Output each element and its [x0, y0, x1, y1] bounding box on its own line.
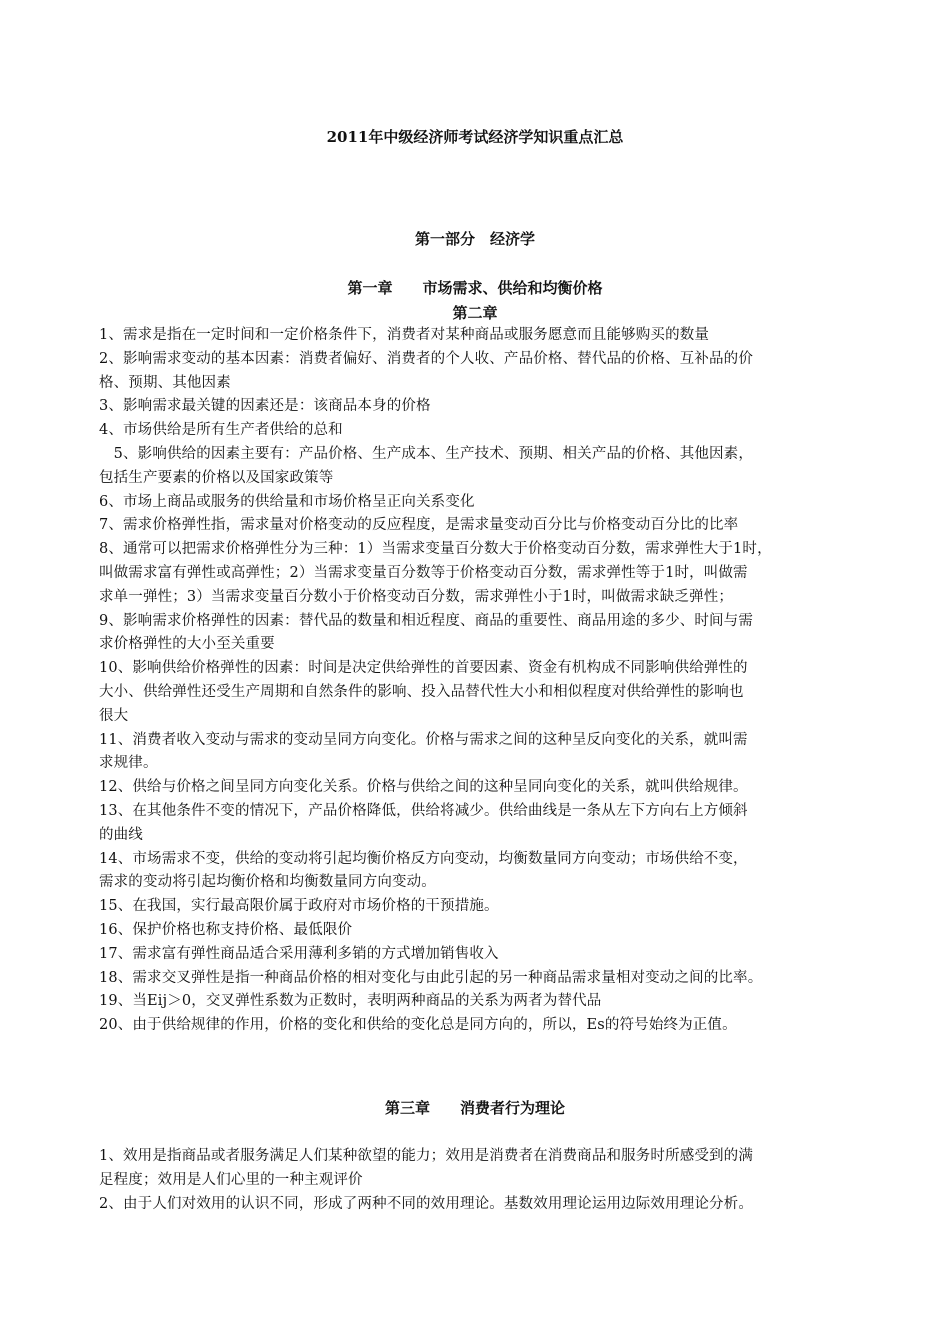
paragraph-line: 10、影响供给价格弹性的因素：时间是决定供给弹性的首要因素、资金有机构成不同影响供给弹性的: [99, 660, 748, 677]
paragraph-line: 1、效用是指商品或者服务满足人们某种欲望的能力；效用是消费者在消费商品和服务时所感受到的满: [99, 1148, 753, 1164]
paragraph-line: 3、影响需求最关键的因素还是：该商品本身的价格: [99, 398, 431, 415]
paragraph-line: 求规律。: [99, 755, 158, 772]
paragraph-line: 格、预期、其他因素: [99, 374, 231, 391]
chapter3-body: [99, 1145, 869, 1216]
paragraph-line: 8、通常可以把需求价格弹性分为三种：1）当需求变量百分数大于价格变动百分数，需求弹性大于1时，: [99, 541, 772, 558]
chapter2-title: 第二章: [452, 304, 498, 322]
paragraph-line: 6、市场上商品或服务的供给量和市场价格呈正向关系变化: [99, 493, 475, 510]
paragraph-line: 叫做需求富有弹性或高弹性；2）当需求变量百分数等于价格变动百分数，需求弹性等于1时，叫做需: [99, 564, 748, 581]
paragraph-line: 2、影响需求变动的基本因素：消费者偏好、消费者的个人收、产品价格、替代品的价格、互补品的价: [99, 350, 753, 367]
chapter3-title: 第三章 消费者行为理论: [384, 1099, 565, 1117]
paragraph-line: 11、消费者收入变动与需求的变动呈同方向变化。价格与需求之间的这种呈反向变化的关系，就叫需: [99, 731, 748, 748]
paragraph-line: 求价格弹性的大小至关重要: [99, 636, 275, 653]
paragraph-line: 15、在我国，实行最高限价属于政府对市场价格的干预措施。: [99, 898, 499, 915]
part-title: 第一部分 经济学: [414, 230, 535, 248]
paragraph-line: 13、在其他条件不变的情况下，产品价格降低，供给将减少。供给曲线是一条从左下方向右上方倾斜: [99, 802, 748, 819]
paragraph-line: 5、影响供给的因素主要有：产品价格、生产成本、生产技术、预期、相关产品的价格、其他因素，: [99, 445, 753, 462]
paragraph-line: 12、供给与价格之间呈同方向变化关系。价格与供给之间的这种呈同向变化的关系，就叫供给规律。: [99, 779, 748, 796]
paragraph-line: 18、需求交叉弹性是指一种商品价格的相对变化与由此引起的另一种商品需求量相对变动之间的比率。: [99, 969, 763, 986]
paragraph-line: 20、由于供给规律的作用，价格的变化和供给的变化总是同方向的，所以，Es的符号始终为正值。: [99, 1017, 737, 1034]
paragraph-line: 大小、供给弹性还受生产周期和自然条件的影响、投入品替代性大小和相似程度对供给弹性的影响也: [99, 683, 744, 700]
paragraph-line: 4、市场供给是所有生产者供给的总和: [99, 422, 343, 439]
paragraph-line: 14、市场需求不变，供给的变动将引起均衡价格反方向变动，均衡数量同方向变动；市场供给不变，: [99, 850, 748, 867]
paragraph-line: 2、由于人们对效用的认识不同，形成了两种不同的效用理论。基数效用理论运用边际效用理论分析。: [99, 1195, 753, 1212]
paragraph-line: 16、保护价格也称支持价格、最低限价: [99, 921, 353, 938]
paragraph-line: 求单一弹性；3）当需求变量百分数小于价格变动百分数，需求弹性小于1时，叫做需求缺乏弹性；: [99, 588, 734, 605]
paragraph-line: 足程度；效用是人们心里的一种主观评价: [99, 1171, 363, 1188]
paragraph-line: 7、需求价格弹性指，需求量对价格变动的反应程度，是需求量变动百分比与价格变动百分比的比率: [99, 517, 739, 534]
chapter2-body: [99, 324, 869, 1038]
paragraph-line: 需求的变动将引起均衡价格和均衡数量同方向变动。: [99, 874, 436, 891]
paragraph-line: 的曲线: [99, 826, 143, 843]
paragraph-line: 包括生产要素的价格以及国家政策等: [99, 469, 334, 486]
paragraph-line: 17、需求富有弹性商品适合采用薄利多销的方式增加销售收入: [99, 945, 499, 962]
document-title: 2011年中级经济师考试经济学知识重点汇总: [326, 128, 624, 146]
paragraph-line: 很大: [99, 707, 129, 724]
chapter1-title: 第一章 市场需求、供给和均衡价格: [347, 279, 603, 297]
paragraph-line: 1、需求是指在一定时间和一定价格条件下，消费者对某种商品或服务愿意而且能够购买的数量: [99, 327, 710, 343]
paragraph-line: 9、影响需求价格弹性的因素：替代品的数量和相近程度、商品的重要性、商品用途的多少、时间与需: [99, 612, 753, 629]
paragraph-line: 19、当Eij＞0，交叉弹性系数为正数时，表明两种商品的关系为两者为替代品: [99, 993, 602, 1010]
